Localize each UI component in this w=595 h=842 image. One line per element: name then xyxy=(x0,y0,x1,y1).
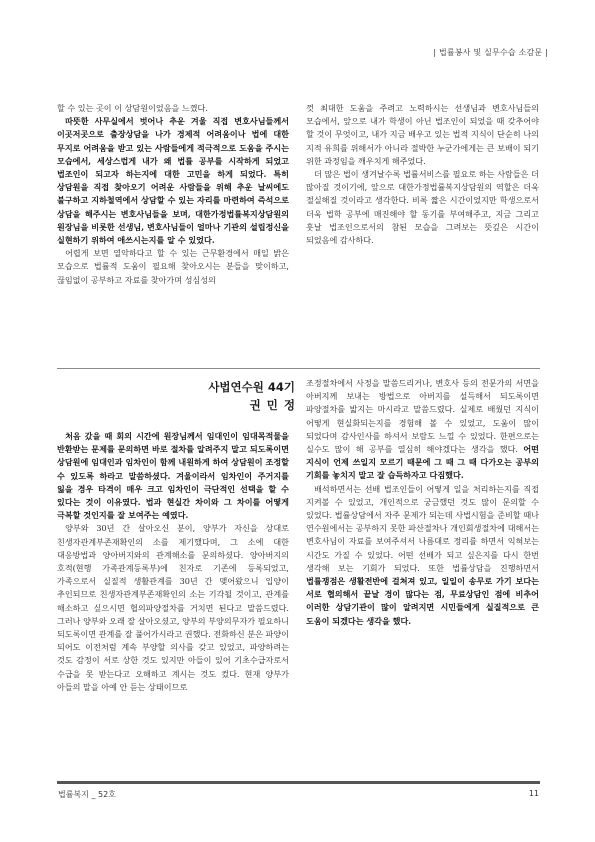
footer-rule xyxy=(57,781,540,784)
author-name: 권민정 xyxy=(249,398,301,412)
paragraph: 양부와 30년 간 살아오신 분이, 양부가 자신을 상대로 친생자관계부존재확인의 소를 제기했다며, 그 소에 대한 대응방법과 양아버지와의 관계해소를 문의하셨다. 양아버지의 호적(현행 가족관계등록부)에 친자로 기존에 등록되었고, 가족으로서 실질적 생활관계를 30년 간 맺어왔으니 입양이 추인되므로 친생자관계부존재확인의 소는 기각될 것이고, 관계를 해소하고 싶으시면 협의파양절차를 거치면 된다고 말씀드렸다. 그러나 양부와 오래 잘 살아오셨고, 양부의 부양의무자가 필요하니 되도록이면 관계를 잘 풀어가시라고 권했다. 전화하신 분은 파양이 되어도 이전처럼 계속 부양할 의사를 갖고 있었고, 파양하려는 것도 감정이 서로 상한 것도 있지만 아들이 있어 기초수급자로서 수급을 못 받는다고 오해하고 계시는 것도 컸다. 현재 양부가 아들의 말을 아예 안 듣는 상태이므로 xyxy=(57,523,289,692)
paragraph: 어렵게 보면 열악하다고 할 수 있는 근무환경에서 매일 밝은 모습으로 법률적 도움이 필요해 찾아오시는 분들을 맞이하고, 끊임없이 공부하고 자료를 찾아가며 성심성의 xyxy=(57,248,289,285)
author-block xyxy=(140,378,301,414)
paragraph: 할 수 있는 곳이 이 상담원이었음을 느꼈다. xyxy=(57,103,208,113)
page-number: 11 xyxy=(528,789,539,798)
paragraph: 껏 최대한 도움을 주려고 노력하시는 선생님과 변호사님들의 모습에서, 앞으로 내가 학생이 아닌 법조인이 되었을 때 갖추어야 할 것이 무엇이고, 내가 지금 배우고 있는 법적 지식이 단순히 나의 지적 유희를 위해서가 아니라 절박한 누군가에게는 큰 보배이 되기 위한 과정임을 깨우치게 해주었다. xyxy=(306,103,539,166)
footer-publication: 법률복지 _ 52호 xyxy=(58,790,116,799)
paragraph: 배석하면서는 선배 법조인들이 어떻게 일을 처리하는지를 직접 지켜볼 수 있었고, 개인적으로 궁금했던 것도 많이 문의할 수 있었다. 법률상담에서 자주 문제가 되는데 사법시험을 준비할 때나 연수원에서는 공부하지 못한 파산절차나 개인회생절차에 대해서는 변호사님이 자료를 보여주셔서 나름대로 정리를 하면서 익혀보는 시간도 가질 수 있었다. 어떤 선배가 되고 싶은지를 다시 한번 생각해 보는 기회가 되었다. 또한 법률상담을 진행하면서 법률쟁점은 생활전반에 걸쳐져 있고, 일일이 송무로 가기 보다는 서로 협의해서 끝날 경이 많다는 점, 무료상담인 점에 비추어 이러한 상담기관이 많이 알려지면 시민들에게 실질적으로 큰 도움이 되겠다는 생각을 했다. xyxy=(306,483,539,626)
bottom-right-column xyxy=(306,377,539,628)
section-divider xyxy=(57,368,540,369)
running-header: | 법률봉사 및 실무수습 소감문 | xyxy=(433,48,548,57)
author-affiliation: 사법연수원 44기 xyxy=(208,380,295,394)
paragraph: 조정절차에서 사정을 말씀드리거나, 변호사 등의 전문가의 서면을 아버지께 보내는 방법으로 아버지를 설득해서 되도록이면 파양절차를 밟지는 마시라고 말씀드렸다. 실제로 배웠던 지식이 어떻게 현실화되는지를 경험해 볼 수 있었고, 도움이 많이 되었다며 감사인사를 하셔서 보람도 느낄 수 있었다. 한편으로는 실수도 많이 해 공부를 열심히 해야겠다는 생각을 했다. 어떤 지식이 언제 쓰일지 모르기 때문에 그 때 그 때 다가오는 공부의 기회를 놓치지 말고 잘 습득하자고 다짐했다. xyxy=(306,378,539,481)
paragraph: 처음 갔을 때 회의 시간에 원장님께서 임대인이 임대목적물을 반환받는 문제를 문의하면 바로 절차를 알려주지 말고 되도록이면 상담원에 임대인과 임차인이 함께 내원하게 하여 상담원이 조정할 수 있도록 하라고 말씀하셨다. 겨울이라서 임차인이 주거지를 잃을 경우 타격이 매우 크고 임차인이 극단적인 선택을 할 수 있다는 것이 이유였다. 법과 현실간 차이와 그 차이를 어떻게 극복할 것인지를 잘 보여주는 예였다. xyxy=(57,431,289,521)
top-right-column xyxy=(306,102,539,247)
top-left-column xyxy=(57,102,289,287)
paragraph: 더 많은 법이 생겨날수록 법률서비스를 필요로 하는 사람들은 더 많아질 것이기에, 앞으로 대한가정법률복지상담원의 역할은 더욱 절실해질 것이라고 생각한다. 비록 짧은 시간이었지만 학생으로서 더욱 법학 공부에 매진해야 할 동기를 부여해주고, 지금 그리고 훗날 법조인으로서의 참된 모습을 그려보는 뜻깊은 시간이 되었음에 감사하다. xyxy=(306,169,539,246)
paragraph: 따뜻한 사무실에서 벗어나 추운 겨울 직접 변호사님들께서 이곳저곳으로 출장상담을 나가 경제적 어려움이나 법에 대한 무지로 어려움을 받고 있는 사람들에게 적극적으로 도움을 주시는 모습에서, 세상스럽게 내가 왜 법률 공부를 시작하게 되었고 법조인이 되고자 하는지에 대한 고민을 하게 되었다. 특히 상담원을 직접 찾아오기 어려운 사람들을 위해 추운 날씨에도 불구하고 지하철역에서 상담할 수 있는 자리를 마련하여 즉석으로 상담을 해주시는 변호사님들을 보며, 대한가정법률복지상담원의 원장님을 비롯한 선생님, 변호사님들이 얼마나 기관의 설립정신을 실현하기 위하여 애쓰시는지를 알 수 있었다. xyxy=(57,116,289,246)
bottom-left-column xyxy=(57,430,289,694)
